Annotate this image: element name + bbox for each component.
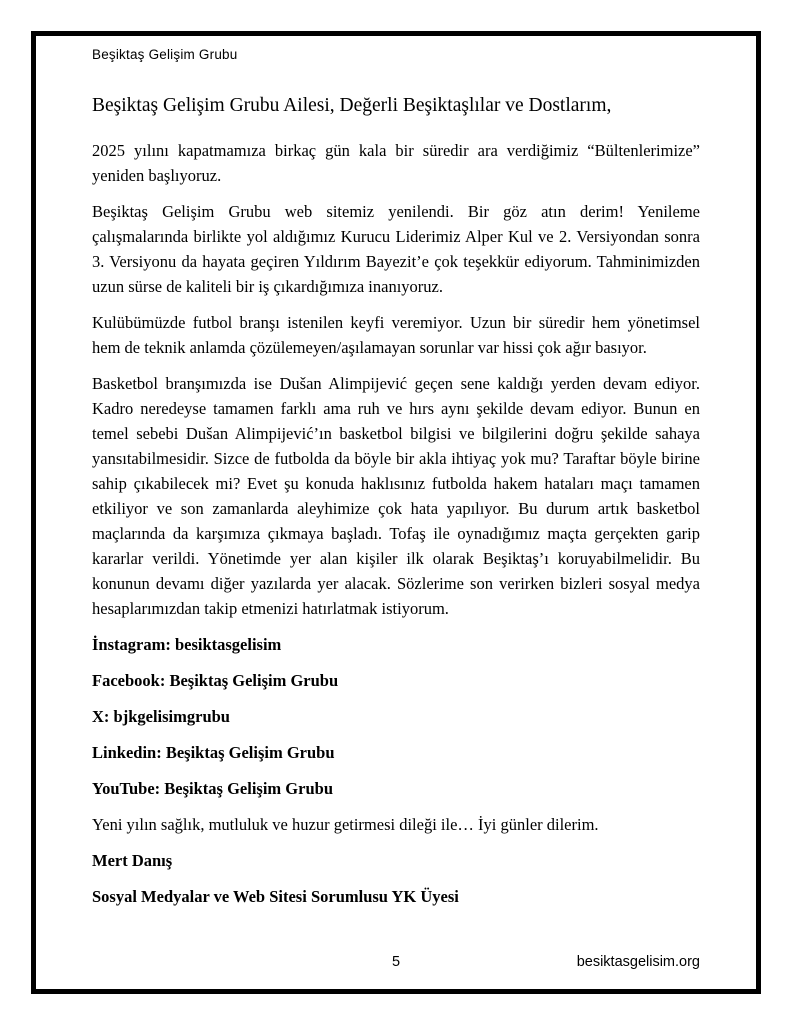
page-footer <box>92 954 700 971</box>
social-line-instagram: İnstagram: besiktasgelisim <box>92 635 282 654</box>
page-number: 5 <box>391 954 401 970</box>
footer-site-url: besiktasgelisim.org <box>576 954 700 970</box>
social-line-facebook: Facebook: Beşiktaş Gelişim Grubu <box>92 671 339 690</box>
signature-name: Mert Danış <box>92 851 173 870</box>
paragraph-website: Beşiktaş Gelişim Grubu web sitemiz yenilendi. Bir göz atın derim! Yenileme çalışmalarında birlikte yol aldığımız Kurucu Liderimiz Alper Kul ve 2. Versiyondan sonra 3. Versiyonu da hayata geçiren Yıldırım Bayezit’e çok teşekkür ediyorum. Tahminimizden uzun sürse de kaliteli bir iş çıkardığımıza inanıyoruz. <box>92 202 700 296</box>
paragraph-intro: 2025 yılını kapatmamıza birkaç gün kala bir süredir ara verdiğimiz “Bültenlerimize” yeniden başlıyoruz. <box>92 141 700 185</box>
document-page <box>31 31 761 994</box>
signature-title: Sosyal Medyalar ve Web Sitesi Sorumlusu YK Üyesi <box>92 887 459 906</box>
social-line-linkedin: Linkedin: Beşiktaş Gelişim Grubu <box>92 743 335 762</box>
social-line-x: X: bjkgelisimgrubu <box>92 707 230 726</box>
social-line-youtube: YouTube: Beşiktaş Gelişim Grubu <box>92 779 333 798</box>
closing-line: Yeni yılın sağlık, mutluluk ve huzur getirmesi dileği ile… İyi günler dilerim. <box>92 815 599 834</box>
page-title: Beşiktaş Gelişim Grubu Ailesi, Değerli Beşiktaşlılar ve Dostlarım, <box>92 95 612 116</box>
paragraph-football: Kulübümüzde futbol branşı istenilen keyfi veremiyor. Uzun bir süredir hem yönetimsel hem de teknik anlamda çözülemeyen/aşılamayan sorunlar var hissi çok ağır basıyor. <box>92 313 700 357</box>
document-header-title: Beşiktaş Gelişim Grubu <box>92 47 238 62</box>
paragraph-basketball: Basketbol branşımızda ise Dušan Alimpijević geçen sene kaldığı yerden devam ediyor. Kadro neredeyse tamamen farklı ama ruh ve hırs aynı şekilde devam ediyor. Bunun en temel sebebi Dušan Alimpijević’ın basketbol bilgisi ve bilgilerini doğru şekilde sahaya yansıtabilmesidir. Sizce de futbolda da böyle bir akla ihtiyaç yok mu? Taraftar böyle birine sahip çıkabilecek mi? Evet şu konuda haklısınız futbolda hakem hataları maçı tamamen etkiliyor ve son zamanlarda aleyhimize çok hata yapılıyor. Bu durum artık basketbol maçlarında da karşımıza çıkmaya başladı. Tofaş ile oynadığımız maçta gerçekten garip kararlar verildi. Yönetimde yer alan kişiler ilk olarak Beşiktaş’ı koruyabilmelidir. Bu konunun devamı diğer yazılarda yer alacak. Sözlerime son verirken bizleri sosyal medya hesaplarımızdan takip etmenizi hatırlatmak istiyorum. <box>92 374 700 618</box>
